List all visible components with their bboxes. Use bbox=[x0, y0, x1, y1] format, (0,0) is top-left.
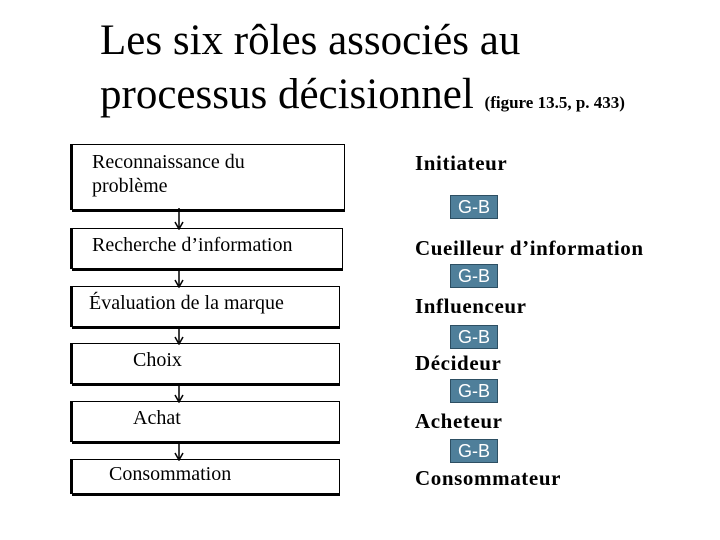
flow-arrow-4 bbox=[172, 383, 186, 403]
role-information-gatherer: Cueilleur d’information bbox=[415, 236, 644, 260]
stage-box-brand-evaluation bbox=[72, 286, 340, 327]
figure-reference: (figure 13.5, p. 433) bbox=[484, 93, 625, 112]
stage-label-consumption: Consommation bbox=[109, 463, 232, 485]
title-line-2: processus décisionnel bbox=[100, 71, 474, 118]
role-decider: Décideur bbox=[415, 351, 502, 375]
role-influencer: Influenceur bbox=[415, 294, 527, 318]
stage-box-problem-recognition bbox=[72, 144, 345, 210]
flow-arrow-2 bbox=[172, 268, 186, 288]
stage-box-purchase bbox=[72, 401, 340, 442]
gb-badge-3: G-B bbox=[450, 325, 498, 349]
role-consumer: Consommateur bbox=[415, 466, 562, 490]
stage-label-choice: Choix bbox=[133, 349, 182, 371]
stage-box-information-search bbox=[72, 228, 343, 269]
gb-badge-1: G-B bbox=[450, 195, 498, 219]
stage-label-brand-evaluation: Évaluation de la marque bbox=[89, 292, 284, 314]
flow-arrow-1 bbox=[172, 208, 186, 230]
slide-title bbox=[100, 14, 710, 130]
stage-box-consumption bbox=[72, 459, 340, 494]
gb-badge-2: G-B bbox=[450, 264, 498, 288]
stage-label-problem-recognition: Reconnaissance du problème bbox=[92, 151, 245, 197]
gb-badge-5: G-B bbox=[450, 439, 498, 463]
stage-label-information-search: Recherche d’information bbox=[92, 234, 293, 256]
gb-badge-4: G-B bbox=[450, 379, 498, 403]
title-line-1: Les six rôles associés au bbox=[100, 17, 521, 64]
stage-label-purchase: Achat bbox=[133, 407, 181, 429]
role-initiator: Initiateur bbox=[415, 151, 508, 175]
stage-box-choice bbox=[72, 343, 340, 384]
flow-arrow-5 bbox=[172, 441, 186, 461]
flow-arrow-3 bbox=[172, 326, 186, 345]
role-buyer: Acheteur bbox=[415, 409, 503, 433]
